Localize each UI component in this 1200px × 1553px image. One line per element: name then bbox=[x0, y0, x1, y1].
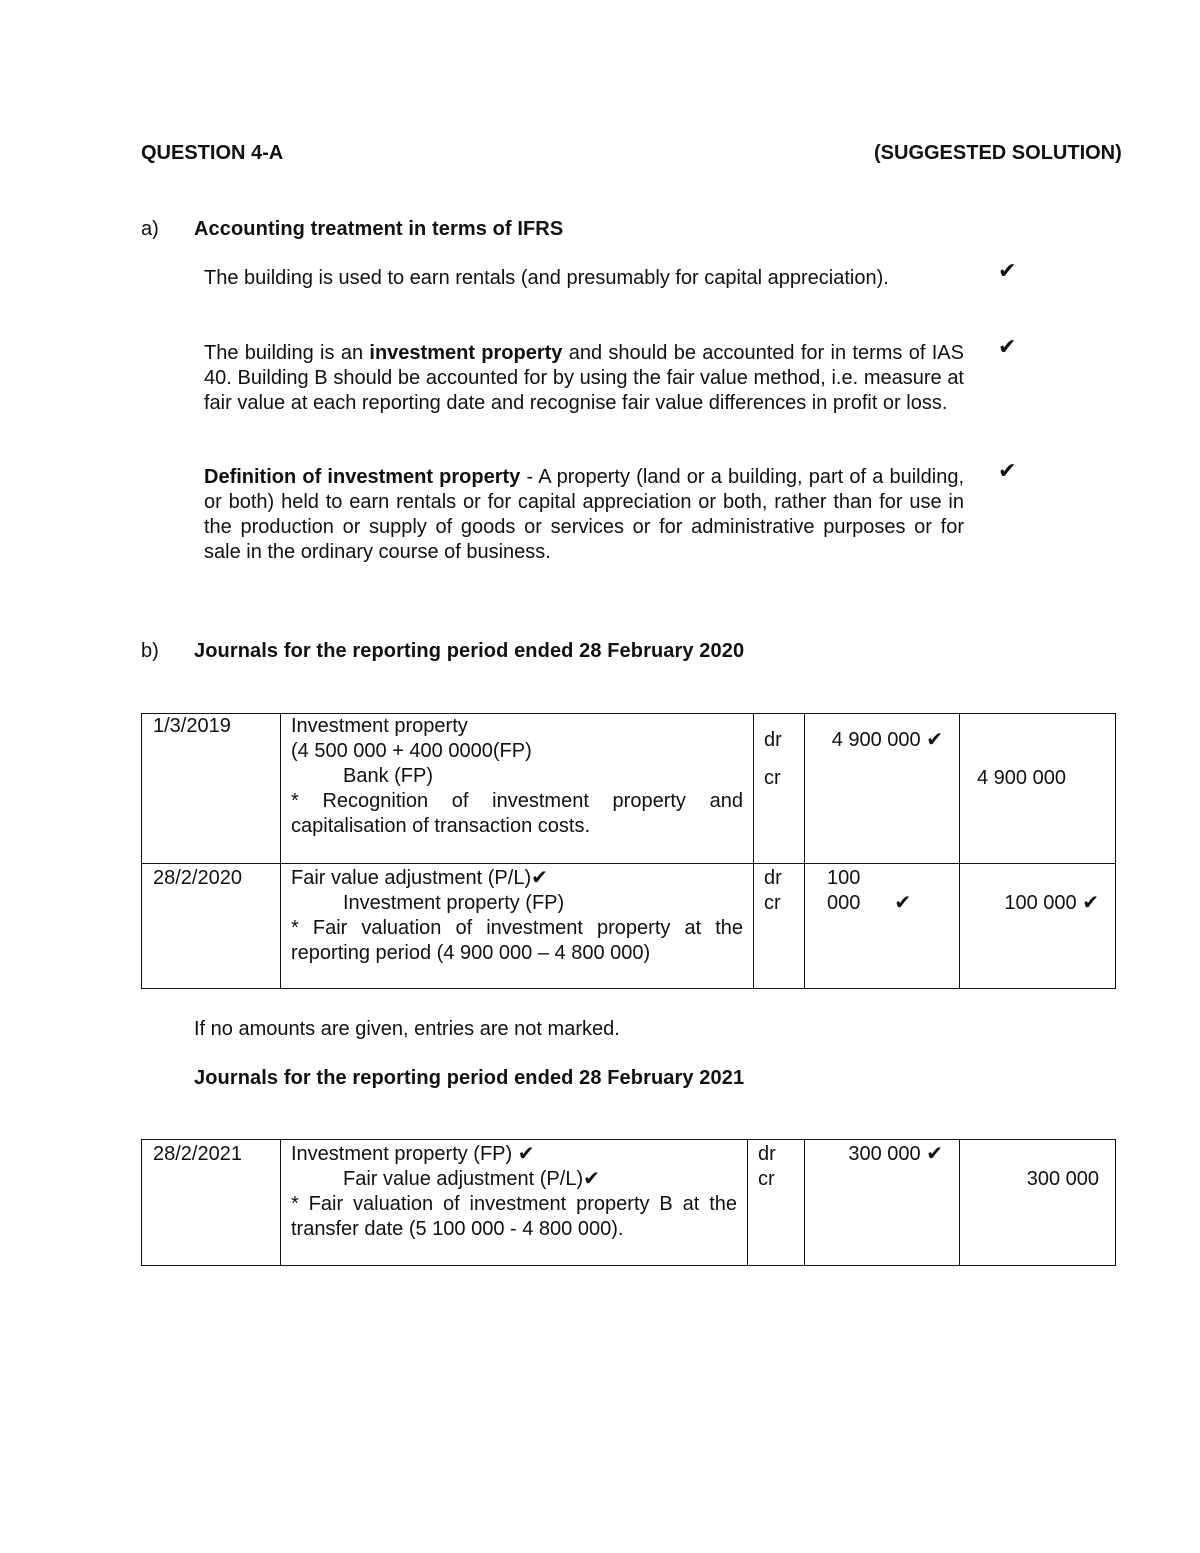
entry-dr-cr: dr cr bbox=[754, 864, 805, 989]
entry-description: Investment property (4 500 000 + 400 0000(FP) Bank (FP) * Recognition of investment property and capitalisation of transaction costs. bbox=[281, 714, 754, 864]
check-icon: ✔ bbox=[894, 892, 912, 914]
entry-debit-amount: 300 000 ✔ bbox=[805, 1140, 960, 1266]
entry-credit-amount: 300 000 bbox=[960, 1140, 1116, 1266]
entry-credit-amount: 4 900 000 bbox=[960, 714, 1116, 864]
entry-debit-amount: 4 900 000 ✔ bbox=[805, 714, 960, 864]
entry-dr-cr: dr cr bbox=[754, 714, 805, 864]
definition-text: - A property (land or a building, part of a building, or both) held to earn rentals or for capital appreciation or both, rather than for use in the production or supply of goods or services or for administrative purposes or for sale in the ordinary course of business. bbox=[204, 466, 964, 563]
section-b-letter: b) bbox=[141, 640, 159, 662]
check-icon: ✔ bbox=[998, 334, 1017, 359]
check-icon: ✔ bbox=[1082, 892, 1099, 914]
check-icon: ✔ bbox=[926, 729, 943, 751]
para2-bold: investment property bbox=[369, 342, 563, 364]
paragraph-investment-property bbox=[204, 341, 964, 416]
entry-description: Fair value adjustment (P/L)✔ Investment property (FP) * Fair valuation of investment property at the reporting period (4 900 000 – 4 800 000) bbox=[281, 864, 754, 989]
check-icon: ✔ bbox=[926, 1143, 943, 1165]
question-title: QUESTION 4-A bbox=[141, 142, 284, 164]
entry-debit-amount: 100 000 ✔ bbox=[805, 864, 960, 989]
para2-text: The building is an bbox=[204, 342, 370, 364]
paragraph-rentals: The building is used to earn rentals (and presumably for capital appreciation). bbox=[204, 267, 889, 289]
check-icon: ✔ bbox=[998, 458, 1017, 483]
journal-table-2021 bbox=[141, 1139, 1116, 1266]
entry-date: 28/2/2020 bbox=[142, 864, 281, 989]
definition-term: Definition of investment property bbox=[204, 466, 521, 488]
marking-note: If no amounts are given, entries are not marked. bbox=[194, 1018, 620, 1040]
paragraph-definition bbox=[204, 465, 964, 565]
entry-date: 1/3/2019 bbox=[142, 714, 281, 864]
table-row bbox=[142, 1140, 1116, 1266]
check-icon: ✔ bbox=[531, 867, 548, 889]
section-a-letter: a) bbox=[141, 218, 159, 240]
entry-description: Investment property (FP) ✔ Fair value adjustment (P/L)✔ * Fair valuation of investment property B at the transfer date (5 100 000 - 4 800 000). bbox=[281, 1140, 748, 1266]
entry-dr-cr: dr cr bbox=[748, 1140, 805, 1266]
check-icon: ✔ bbox=[517, 1143, 535, 1165]
section-c-title: Journals for the reporting period ended 28 February 2021 bbox=[194, 1067, 745, 1089]
table-row bbox=[142, 714, 1116, 864]
journal-table-2020 bbox=[141, 713, 1116, 989]
check-icon: ✔ bbox=[998, 258, 1017, 283]
section-b-title: Journals for the reporting period ended 28 February 2020 bbox=[194, 640, 745, 662]
entry-date: 28/2/2021 bbox=[142, 1140, 281, 1266]
check-icon: ✔ bbox=[583, 1168, 600, 1190]
solution-label: (SUGGESTED SOLUTION) bbox=[874, 142, 1122, 164]
entry-credit-amount: 100 000 ✔ bbox=[960, 864, 1116, 989]
table-row bbox=[142, 864, 1116, 989]
para2-text-cont: and should be accounted for in terms of IAS 40. Building B should be accounted for by using the fair value method, i.e. measure at fair value at each reporting date and recognise fair value differences in profit or loss. bbox=[204, 342, 964, 414]
section-a-title: Accounting treatment in terms of IFRS bbox=[194, 218, 564, 240]
